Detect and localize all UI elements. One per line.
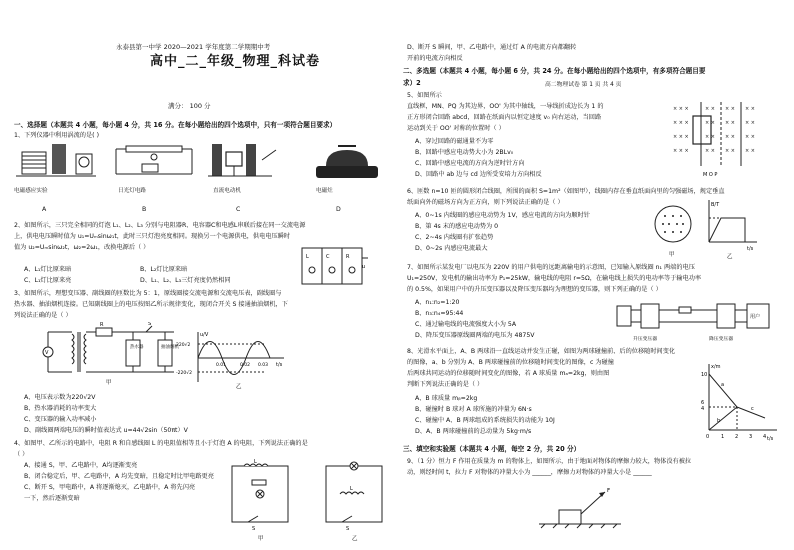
q3-voltage-chart	[176, 330, 288, 390]
q7-stepdown-label: 降压变压器	[709, 337, 733, 342]
svg-text:× × ×: × × ×	[673, 134, 689, 140]
q5-opt-a: A、穿过回路的磁通量不为零	[415, 138, 494, 145]
q3-line-3: 列说法正确的是（ ）	[14, 312, 72, 319]
page-footer: 高二物理试卷 第 1 页 共 4 页	[545, 82, 622, 88]
svg-text:L: L	[350, 486, 353, 492]
induction-cooker-figure	[316, 146, 378, 178]
q7-line-1: 7、如图所示某发电厂以电压为 220V 的用户供电的远距离输电的示意图，已知输入原线圈 n₁ 两端的电压	[407, 264, 695, 271]
svg-text:a: a	[721, 382, 725, 388]
svg-text:C: C	[326, 254, 330, 260]
q2-opt-d: D、L₁、L₂、L₃三灯亮度仍然相同	[140, 277, 231, 284]
q8-chart-ylabel: x/m	[711, 364, 721, 370]
svg-text:× ×: × ×	[745, 148, 755, 154]
school-line: 永泰县第一中学 2020—2021 学年度第二学期期中考	[116, 43, 271, 51]
q8-position-time-chart	[697, 360, 779, 442]
q6-line-1: 6、匝数 n=10 匝的圆形闭合线圈，所围的面积 S=1m²（如图甲），线圈内存在垂直纸面向里的匀强磁场，规定垂直	[407, 188, 725, 195]
q1-caption-d: 电磁灶	[316, 188, 333, 194]
q8-xtick-1: 1	[721, 434, 725, 440]
svg-text:S: S	[346, 526, 350, 532]
right-column	[397, 0, 794, 550]
q8-opt-d: D、A、B 两球碰撞前的总动量为 5kg·m/s	[415, 428, 532, 435]
q9-line-2: 动，则经时间 t，拉力 F 对物体的冲量大小为 ______，摩擦力对物体的冲量大小是 ______	[407, 469, 652, 476]
q1-option-b: B	[142, 206, 147, 213]
q5-line-3: 正方形闭合回路 abcd，回路在纸面内以恒定速度 v₀ 向右运动，当回路	[407, 114, 602, 121]
q2-line-1: 2、如图所示，三只完全相同的灯泡 L₁、L₂、L₃ 分别与电阻器R、电容器C和电感L串联后接在同一交流电源	[14, 222, 306, 229]
q8-ytick-4: 4	[701, 406, 705, 412]
q1-option-d: D	[336, 206, 341, 213]
q4-circuit-jia	[224, 458, 296, 544]
svg-text:× ×: × ×	[725, 106, 735, 112]
q7-user-label: 用户	[750, 314, 761, 320]
svg-text:× ×: × ×	[745, 106, 755, 112]
svg-text:× ×: × ×	[745, 120, 755, 126]
q8-line-3: 后两球共同运动的位移随时间变化的图像，若 A 球质量 mₐ=2kg，则由图	[407, 370, 610, 377]
svg-text:× ×: × ×	[705, 106, 715, 112]
q6-opt-d: D、0~2s 内感应电流最大	[415, 245, 488, 252]
svg-text:V: V	[45, 350, 49, 356]
q6-opt-b: B、第 4s 末的感应电动势为 0	[415, 223, 499, 230]
q8-line-4: 判断下列说法正确的是（ ）	[407, 381, 484, 388]
q1-caption-a: 电磁感应实验	[14, 188, 48, 194]
q4-opt-d: D、断开 S 瞬间，甲、乙电路中，通过灯 A 的电流方向都翻转	[407, 44, 577, 51]
q4-opt-c-cont: 一下，然后逐渐变暗	[24, 495, 80, 502]
q6-line-2: 纸面向外的磁场方向为正方向，则下列说法正确的是（ ）	[407, 199, 564, 206]
q7-line-2: U₁=250V，发电机的输出功率为 P₁=25kW，输电线的电阻 r=5Ω，在输电线上损失的电功率等于输电功率	[407, 275, 702, 282]
q9-force-figure	[535, 480, 625, 530]
svg-text:c: c	[751, 406, 754, 412]
q4-opt-b: B、闭合稳定后，甲、乙电路中，A 均先变暗，且稳定时比甲电路更亮	[24, 473, 214, 480]
svg-text:u: u	[362, 264, 366, 270]
q8-ytick-10: 10	[701, 372, 708, 378]
q3-chart-bottom: -220√2	[176, 371, 192, 376]
svg-text:× ×: × ×	[705, 120, 715, 126]
q1-caption-b: 日光灯电路	[118, 188, 146, 194]
svg-text:× × ×: × × ×	[673, 106, 689, 112]
q5-line-4: 运动到关于 OO' 对称的位置时（ ）	[407, 125, 505, 132]
svg-text:R: R	[346, 254, 350, 260]
q8-xtick-4: 4	[763, 434, 767, 440]
q3-chart-tick-1: 0.01	[216, 363, 227, 368]
q1-option-c: C	[236, 206, 241, 213]
q6-jia-label: 甲	[669, 252, 675, 258]
svg-text:L: L	[306, 254, 309, 260]
induction-apparatus-figure	[16, 144, 96, 176]
svg-text:× ×: × ×	[705, 134, 715, 140]
q3-chart-xlabel: t/s	[276, 362, 283, 368]
q3-heater-label: 热水器	[130, 345, 144, 350]
q3-opt-d: D、副线圈两端电压的瞬时值表达式 u=44√2sin（50πt）V	[24, 427, 188, 434]
q2-line-2: 上，供电电压瞬时值为 u₁=Uₘsinω₁t，此时三只灯泡亮度相同。现换另一个电源供电，供电电压瞬时	[14, 233, 291, 240]
svg-text:F: F	[607, 488, 611, 494]
q1-figures	[16, 140, 386, 186]
section2-heading: 二、多选题（本题共 4 小题，每小题 6 分，共 24 分。在每小题给出的四个选项中，有多项符合题目要	[403, 67, 706, 75]
q4-yi-label: 乙	[352, 536, 358, 542]
svg-text:× ×: × ×	[705, 148, 715, 154]
q1-stem: 1、下列仪器中利用涡流的是( )	[14, 132, 99, 139]
q2-opt-a: A、L₁灯比原来暗	[24, 266, 72, 273]
q5-opt-b: B、回路中感应电动势大小为 2BLv₀	[415, 149, 514, 156]
q3-chart-tick-2: 0.02	[240, 363, 251, 368]
svg-text:× ×: × ×	[725, 120, 735, 126]
section1-heading: 一、选择题（本题共 4 小题，每小题 4 分，共 16 分。在每小题给出的四个选项中，只有一项符合题目要求）	[14, 121, 337, 129]
q7-transmission-figure	[613, 296, 773, 346]
q5-opt-c: C、回路中感应电流的方向为逆时针方向	[415, 160, 525, 167]
svg-text:S: S	[252, 526, 256, 532]
q8-opt-a: A、B 球质量 mᵦ=2kg	[415, 395, 478, 402]
q1-option-a: A	[42, 206, 47, 213]
q4-line-2: （ ）	[14, 451, 29, 458]
q2-opt-c: C、L₁灯比原来亮	[24, 277, 72, 284]
q8-ytick-6: 6	[701, 400, 705, 406]
svg-text:× × ×: × × ×	[673, 148, 689, 154]
q6-chart-xlabel: t/s	[747, 246, 754, 252]
q3-opt-b: B、热水器消耗的功率变大	[24, 405, 97, 412]
page-title: 高中_二_年级_物理_科试卷	[150, 54, 321, 69]
q7-opt-a: A、n₁:n₂=1:20	[415, 299, 460, 306]
q5-magnetic-field-figure	[669, 100, 765, 180]
q6-opt-a: A、0~1s 内线圈的感应电动势为 1V，感应电流的方向为顺时针	[415, 212, 590, 219]
q3-chart-tick-3: 0.03	[258, 363, 269, 368]
q8-chart-xlabel: t/s	[767, 436, 774, 442]
q3-jia-label: 甲	[106, 380, 112, 386]
q8-line-1: 8、光滑水平面上，A、B 两球沿一直线运动并发生正碰，如图为两球碰撞前、后的位移随时间变化	[407, 348, 676, 355]
q7-opt-b: B、n₃:n₄=95:44	[415, 310, 464, 317]
q6-b-t-chart	[701, 198, 761, 260]
q8-xtick-2: 2	[735, 434, 739, 440]
q3-s-label: S	[148, 322, 152, 327]
q3-hood-label: 抽油烟机	[161, 345, 179, 350]
svg-text:× × ×: × × ×	[673, 120, 689, 126]
q4-opt-c: C、断开 S，甲电路中，A 将逐渐熄灭，乙电路中，A 将先闪亮	[24, 484, 196, 491]
q4-opt-d-cont: 开前的电流方向相反	[407, 55, 463, 62]
q8-xtick-3: 3	[749, 434, 753, 440]
q5-line-1: 5、如图所示	[407, 92, 442, 99]
q6-chart-ylabel: B/T	[711, 202, 720, 208]
q3-chart-top: 220√2	[176, 343, 191, 348]
svg-text:× ×: × ×	[725, 148, 735, 154]
section3-heading: 三、填空和实验题（本题共 4 小题，每空 2 分，共 20 分）	[403, 445, 581, 453]
q8-line-2: 的图像，a、b 分别为 A、B 两球碰撞前的位移随时间变化的图像，c 为碰撞	[407, 359, 614, 366]
q2-opt-b: B、L₂灯比原来暗	[140, 266, 188, 273]
q2-line-3: 值为 u₂=Uₘsinω₂t，ω₂=2ω₁，改换电源后（ ）	[14, 244, 150, 251]
svg-text:× ×: × ×	[745, 134, 755, 140]
score-line: 满分： 100 分	[168, 102, 211, 110]
q6-coil-figure	[651, 200, 697, 260]
q5-line-2: 直线框，MN、PQ 为其边界，OO' 为其中轴线，一导线折成边长为 1 的	[407, 103, 604, 110]
q7-opt-d: D、降压变压器原线圈两端的电压为 4875V	[415, 332, 535, 339]
q8-opt-c: C、碰撞中 A、B 两球组成的系统损失的动能为 10J	[415, 417, 555, 424]
q6-opt-c: C、2~4s 内线圈有扩张趋势	[415, 234, 494, 241]
q4-jia-label: 甲	[258, 536, 264, 542]
fluorescent-circuit-figure	[116, 146, 192, 174]
svg-text:L: L	[254, 459, 257, 465]
q7-line-3: 的 0.5%，如果用户中的升压变压器以及降压变压器均为理想的变压器，则下列正确的是（ ）	[407, 286, 662, 293]
q8-xtick-0: 0	[706, 434, 710, 440]
q3-yi-label: 乙	[236, 384, 242, 390]
svg-text:b: b	[717, 418, 721, 424]
q6-yi-label: 乙	[727, 254, 733, 260]
q3-line-2: 热水器、抽油烟机连接。已知副线圈上的电压按图乙所示规律变化，现闭合开关 S 接通抽油烟机，下	[14, 301, 288, 308]
q3-opt-c: C、变压器的输入功率减小	[24, 416, 97, 423]
q7-opt-c: C、通过输电线的电流强度大小为 5A	[415, 321, 517, 328]
q4-circuit-yi	[318, 458, 390, 544]
q8-opt-b: B、碰撞时 B 球对 A 球所施的冲量为 6N·s	[415, 406, 532, 413]
svg-text:× ×: × ×	[725, 134, 735, 140]
q4-opt-a: A、接通 S，甲、乙电路中，A均逐渐变亮	[24, 462, 138, 469]
section2-heading-cont: 求）2	[403, 79, 421, 87]
q4-line-1: 4、如图甲、乙所示的电路中，电阻 R 和自感线圈 L 的电阻值相等且小于灯泡 A 的电阻，下列说法正确的是	[14, 440, 308, 447]
q3-transformer-circuit	[34, 322, 184, 388]
q3-chart-ylabel: u/V	[200, 332, 209, 338]
q2-circuit-figure	[298, 244, 370, 288]
q7-stepup-label: 升压变压器	[633, 337, 657, 342]
q3-opt-a: A、电压表示数为220√2V	[24, 394, 96, 401]
q9-line-1: 9、（1 分）恒力 F 作用在质量为 m 的物体上，如图所示，由于地面对物体的摩擦力较大，物体没有被拉	[407, 458, 692, 465]
q5-fig-label: M O P	[703, 172, 718, 178]
q3-line-1: 3、如图所示，理想变压器、副线圈的匝数比为 5：1，原线圈接交流电源和交流电压表，副线圈与	[14, 290, 282, 297]
q1-caption-c: 直流电动机	[213, 188, 241, 194]
dc-motor-figure	[208, 144, 276, 176]
q5-opt-d: D、回路中 ab 边与 cd 边所受安培力方向相反	[415, 171, 542, 178]
q3-r-label: R	[100, 322, 104, 328]
